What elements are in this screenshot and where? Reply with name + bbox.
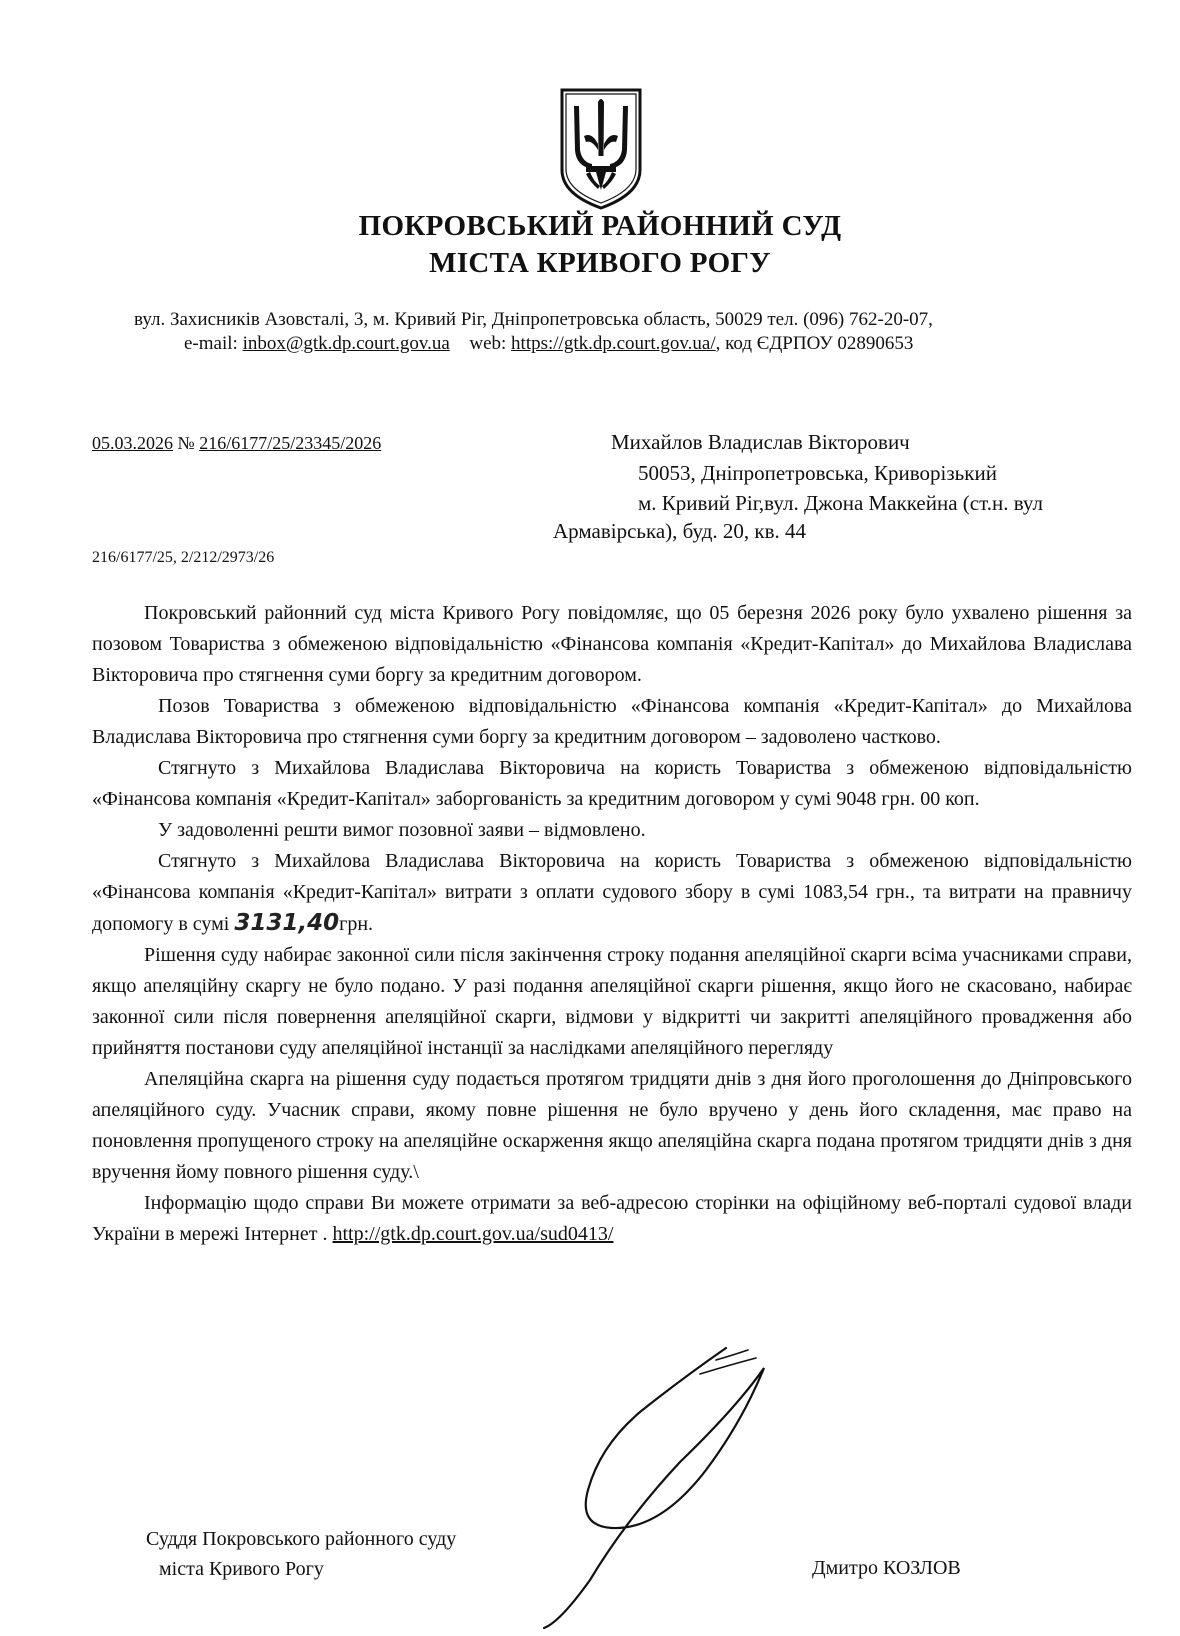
case-references: 216/6177/25, 2/212/2973/26 <box>92 549 275 566</box>
judge-title-line-1: Суддя Покровського районного суду <box>146 1528 457 1550</box>
letter-date: 05.03.2026 <box>92 433 173 453</box>
judge-title-line-2: міста Кривого Рогу <box>159 1558 324 1580</box>
email-link[interactable]: inbox@gtk.dp.court.gov.ua <box>242 333 450 354</box>
web-label: web: <box>469 333 507 354</box>
paragraph-debt-recovered: Стягнуто з Михайлова Владислава Вікторовича на користь Товариства з обмеженою відповідальністю «Фінансова компанія «Кредит-Капітал» заборгованість за кредитним договором у сумі 9048 грн. 00 коп. <box>92 757 1132 810</box>
info-text: Інформацію щодо справи Ви можете отримати за веб-адресою сторінки на офіційному веб-порталі судової влади України в мережі Інтернет . <box>92 1192 1132 1245</box>
paragraph-legal-force: Рішення суду набирає законної сили після закінчення строку подання апеляційної скарги всіма учасниками справи, якщо апеляційну скаргу не було подано. У разі подання апеляційної скарги рішення, якщо його не скасовано, набирає законної сили після повернення апеляційної скарги, відмови у відкритті чи закритті апеляційного провадження або прийняття постанови суду апеляційної інстанції за наслідками апеляційного перегляду <box>92 944 1132 1059</box>
contact-line-2 <box>184 333 913 355</box>
recipient-address-line-2: м. Кривий Ріг,вул. Джона Маккейна (ст.н. вул <box>638 491 1043 515</box>
letter-body <box>92 598 1132 1250</box>
costs-currency: грн. <box>339 913 374 935</box>
handwritten-signature-icon <box>530 1330 790 1630</box>
trident-emblem-icon <box>556 86 646 212</box>
number-sign: № <box>177 433 195 453</box>
contact-address: вул. Захисників Азовсталі, 3, м. Кривий Ріг, Дніпропетровська область, 50029 тел. (096) 762-20-07, <box>134 309 933 330</box>
web-link[interactable]: https://gtk.dp.court.gov.ua/ <box>511 333 716 354</box>
recipient-address-line-1: 50053, Дніпропетровська, Криворізький <box>638 461 997 485</box>
costs-text: Стягнуто з Михайлова Владислава Вікторовича на користь Товариства з обмеженою відповідальністю «Фінансова компанія «Кредит-Капітал» витрати з оплати судового збору в сумі 1083,54 грн., та витрати на правничу допомогу в сумі <box>92 850 1132 935</box>
edrpou-code: , код ЄДРПОУ 02890653 <box>715 333 914 354</box>
court-name: ПОКРОВСЬКИЙ РАЙОННИЙ СУД <box>358 210 842 242</box>
outgoing-number: 216/6177/25/23345/2026 <box>199 433 382 453</box>
case-info-link[interactable]: http://gtk.dp.court.gov.ua/sud0413/ <box>332 1223 614 1245</box>
recipient-address-line-3: Армавірська), буд. 20, кв. 44 <box>553 519 807 543</box>
paragraph-rest-denied: У задоволенні решти вимог позовної заяви – відмовлено. <box>158 819 646 841</box>
paragraph-appeal: Апеляційна скарга на рішення суду подається протягом тридцяти днів з дня його проголошення до Дніпровського апеляційного суду. Учасник справи, якому повне рішення не було вручено у день його складення, має право на поновлення пропущеного строку на апеляційне оскарження якщо апеляційна скарга подана протягом тридцяти днів з дня вручення йому повного рішення суду.\ <box>92 1068 1132 1183</box>
outgoing-reference <box>92 433 381 454</box>
paragraph-costs <box>92 846 1132 940</box>
paragraph-info <box>92 1188 1132 1250</box>
recipient-name: Михайлов Владислав Вікторович <box>611 430 910 454</box>
court-city: МІСТА КРИВОГО РОГУ <box>429 247 771 279</box>
paragraph-decision-notice: Покровський районний суд міста Кривого Рогу повідомляє, що 05 березня 2026 року було ухвалено рішення за позовом Товариства з обмеженою відповідальністю «Фінансова компанія «Кредит-Капітал» до Михайлова Владислава Вікторовича про стягнення суми боргу за кредитним договором. <box>92 602 1132 686</box>
email-label: e-mail: <box>184 333 238 354</box>
paragraph-claim: Позов Товариства з обмеженою відповідальністю «Фінансова компанія «Кредит-Капітал» до Михайлова Владислава Вікторовича про стягнення суми боргу за кредитним договором – задоволено частково. <box>92 695 1132 748</box>
judge-name: Дмитро КОЗЛОВ <box>812 1557 961 1579</box>
handwritten-amount: 3131,40 <box>234 910 340 936</box>
